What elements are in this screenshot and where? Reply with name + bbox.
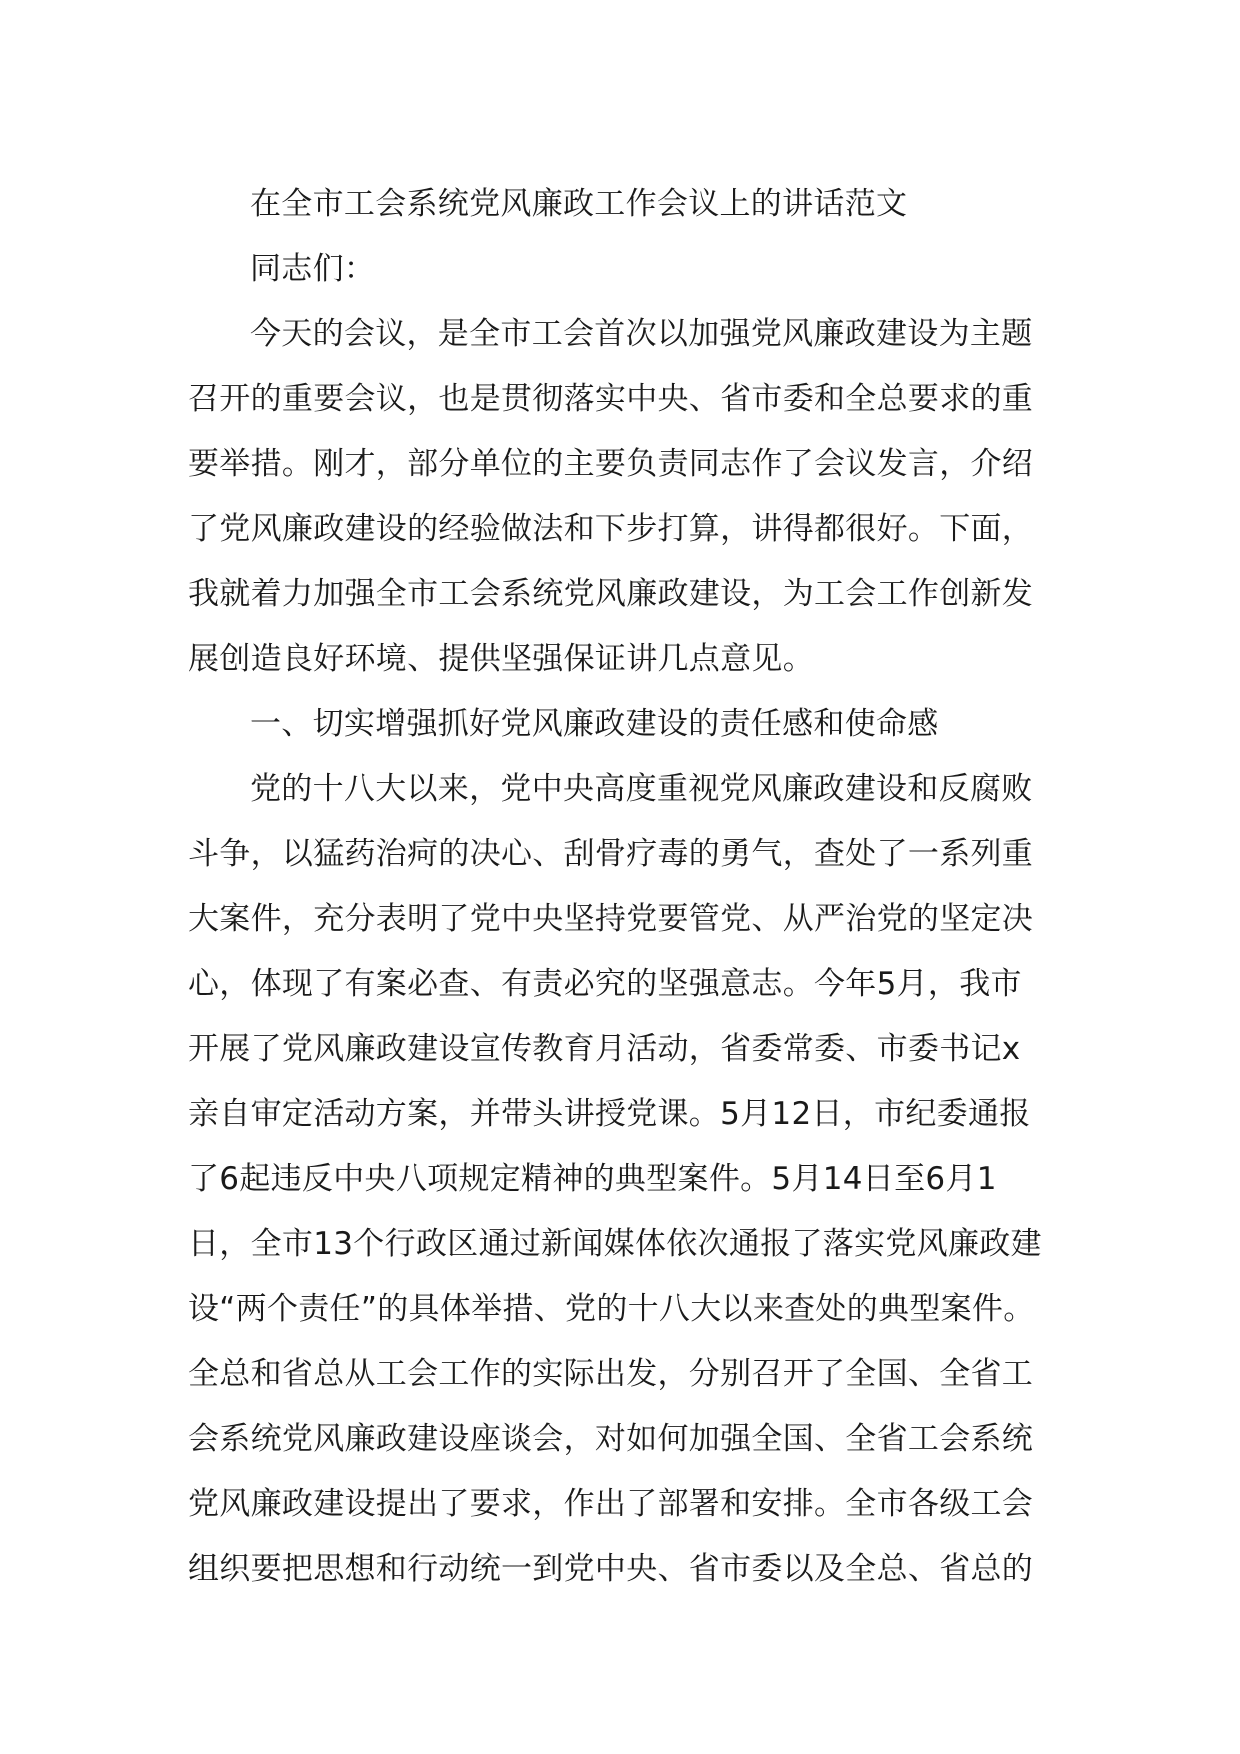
paragraph-lines	[188, 302, 1068, 1602]
document-body	[188, 172, 1068, 1602]
paragraph-line: 设“两个责任”的具体举措、党的十八大以来查处的典型案件。	[188, 1291, 1035, 1327]
paragraph-line: 组织要把思想和行动统一到党中央、省市委以及全总、省总的	[188, 1551, 1034, 1587]
paragraph-line: 今天的会议，是全市工会首次以加强党风廉政建设为主题	[250, 316, 1033, 352]
paragraph-line: 开展了党风廉政建设宣传教育月活动，省委常委、市委书记x	[188, 1031, 1021, 1067]
paragraph-line: 要举措。刚才，部分单位的主要负责同志作了会议发言，介绍	[188, 446, 1034, 482]
document-title: 在全市工会系统党风廉政工作会议上的讲话范文	[250, 186, 908, 222]
paragraph-line: 我就着力加强全市工会系统党风廉政建设，为工会工作创新发	[188, 576, 1034, 612]
paragraph-line: 展创造良好环境、提供坚强保证讲几点意见。	[188, 641, 814, 677]
greeting: 同志们：	[250, 251, 376, 287]
paragraph-line: 召开的重要会议，也是贯彻落实中央、省市委和全总要求的重	[188, 381, 1034, 417]
paragraph-line: 党的十八大以来，党中央高度重视党风廉政建设和反腐败	[250, 771, 1033, 807]
paragraph-line: 了6起违反中央八项规定精神的典型案件。5月14日至6月1	[188, 1161, 997, 1197]
paragraph-line: 了党风廉政建设的经验做法和下步打算，讲得都很好。下面，	[188, 511, 1034, 547]
paragraph-line: 会系统党风廉政建设座谈会，对如何加强全国、全省工会系统	[188, 1421, 1034, 1457]
paragraph-line: 大案件，充分表明了党中央坚持党要管党、从严治党的坚定决	[188, 901, 1034, 937]
paragraph-line: 日，全市13个行政区通过新闻媒体依次通报了落实党风廉政建	[188, 1226, 1042, 1262]
paragraph-line: 亲自审定活动方案，并带头讲授党课。5月12日，市纪委通报	[188, 1096, 1031, 1132]
paragraph-line: 心，体现了有案必查、有责必究的坚强意志。今年5月，我市	[188, 966, 1022, 1002]
paragraph-line: 党风廉政建设提出了要求，作出了部署和安排。全市各级工会	[188, 1486, 1034, 1522]
paragraph-line: 全总和省总从工会工作的实际出发，分别召开了全国、全省工	[188, 1356, 1034, 1392]
paragraph-line: 斗争，以猛药治疴的决心、刮骨疗毒的勇气，查处了一系列重	[188, 836, 1034, 872]
section-heading: 一、切实增强抓好党风廉政建设的责任感和使命感	[250, 706, 939, 742]
